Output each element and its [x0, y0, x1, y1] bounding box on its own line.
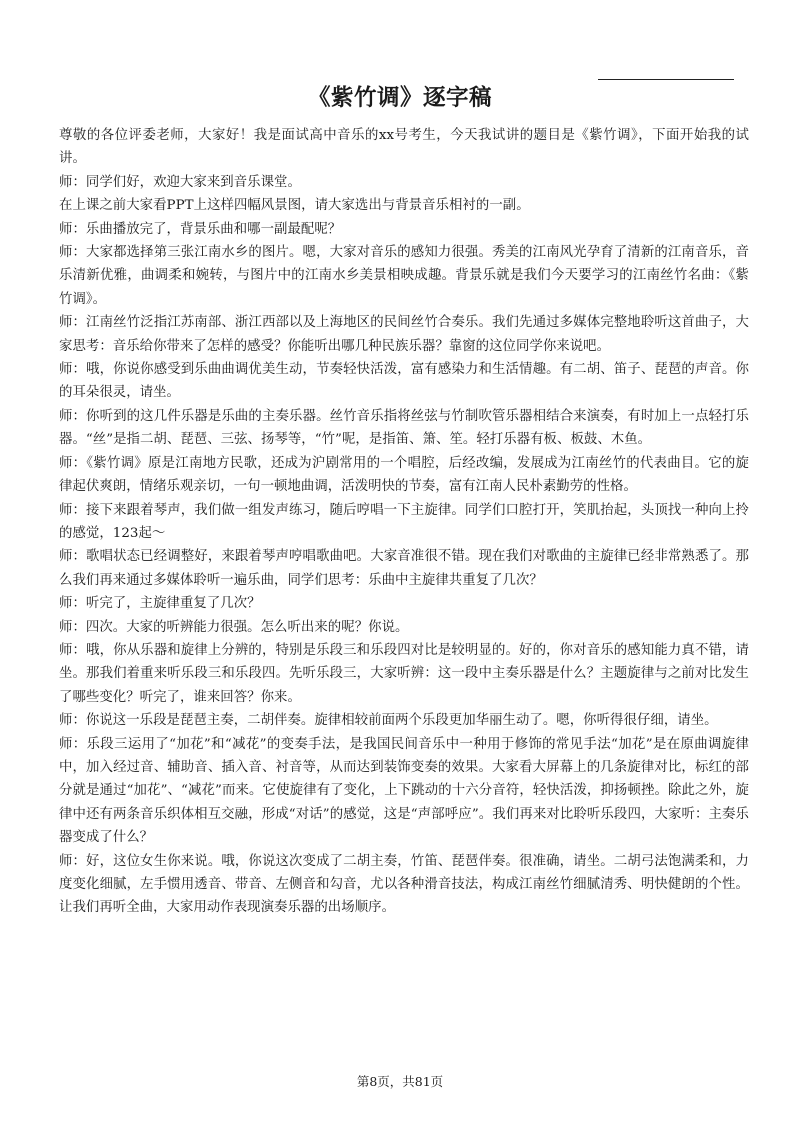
document-body	[59, 124, 749, 920]
paragraph: 师：你听到的这几件乐器是乐曲的主奏乐器。丝竹音乐指将丝弦与竹制吹管乐器相结合来演奏，有时加上一点轻打乐器。“丝”是指二胡、琵琶、三弦、扬琴等，“竹”呢，是指笛、箫、笙。轻打乐器有板、板鼓、木鱼。	[59, 408, 749, 448]
paragraph: 师：好，这位女生你来说。哦，你说这次变成了二胡主奏，竹笛、琵琶伴奏。很准确，请坐。二胡弓法饱满柔和，力度变化细腻，左手惯用透音、带音、左侧音和勾音，尤以各种滑音技法，构成江南丝竹细腻清秀、明快健朗的个性。让我们再听全曲，大家用动作表现演奏乐器的出场顺序。	[59, 853, 749, 916]
page-title: 《紫竹调》逐字稿	[307, 85, 492, 111]
paragraph: 在上课之前大家看PPT上这样四幅风景图，请大家选出与背景音乐相衬的一副。	[59, 198, 530, 214]
paragraph: 师：接下来跟着琴声，我们做一组发声练习，随后哼唱一下主旋律。同学们口腔打开，笑肌抬起，头顶找一种向上拎的感觉，123起～	[59, 502, 749, 541]
paragraph: 师：《紫竹调》原是江南地方民歌，还成为沪剧常用的一个唱腔，后经改编，发展成为江南丝竹的代表曲目。它的旋律起伏爽朗，情绪乐观亲切，一句一顿地曲调，活泼明快的节奏，富有江南人民朴素勤劳的性格。	[59, 455, 749, 495]
paragraph: 师：乐曲播放完了，背景乐曲和哪一副最配呢？	[59, 221, 342, 237]
paragraph: 师：听完了，主旋律重复了几次？	[59, 596, 261, 612]
paragraph: 师：四次。大家的听辨能力很强。怎么听出来的呢？你说。	[59, 619, 409, 635]
page-number: 第8页，共81页	[356, 1074, 444, 1089]
paragraph: 师：歌唱状态已经调整好，来跟着琴声哼唱歌曲吧。大家音准很不错。现在我们对歌曲的主旋律已经非常熟悉了。那么我们再来通过多媒体聆听一遍乐曲，同学们思考：乐曲中主旋律共重复了几次？	[59, 549, 749, 588]
paragraph: 师：你说这一乐段是琵琶主奏，二胡伴奏。旋律相较前面两个乐段更加华丽生动了。嗯，你听得很仔细，请坐。	[59, 713, 718, 729]
paragraph: 师：江南丝竹泛指江苏南部、浙江西部以及上海地区的民间丝竹合奏乐。我们先通过多媒体完整地聆听这首曲子，大家思考：音乐给你带来了怎样的感受？你能听出哪几种民族乐器？靠窗的这位同学你来说吧。	[59, 315, 749, 354]
paragraph: 师：哦，你说你感受到乐曲曲调优美生动，节奏轻快活泼，富有感染力和生活情趣。有二胡、笛子、琵琶的声音。你的耳朵很灵，请坐。	[59, 362, 749, 401]
paragraph: 师：乐段三运用了“加花”和“减花”的变奏手法，是我国民间音乐中一种用于修饰的常见手法“加花”是在原曲调旋律中，加入经过音、辅助音、插入音、衬音等，从而达到装饰变奏的效果。大家看大屏幕上的几条旋律对比，标红的部分就是通过“加花”、“减花”而来。它使旋律有了变化，上下跳动的十六分音符，轻快活泼，抑扬顿挫。除此之外，旋律中还有两条音乐织体相互交融，形成“对话”的感觉，这是“声部呼应”。我们再来对比聆听乐段四，大家听：主奏乐器变成了什么？	[59, 736, 749, 846]
paragraph: 师：大家都选择第三张江南水乡的图片。嗯，大家对音乐的感知力很强。秀美的江南风光孕育了清新的江南音乐，音乐清新优雅，曲调柔和婉转，与图片中的江南水乡美景相映成趣。背景乐就是我们今天要学习的江南丝竹名曲：《紫竹调》。	[59, 245, 749, 307]
paragraph-intro: 尊敬的各位评委老师，大家好！我是面试高中音乐的xx号考生，今天我试讲的题目是《紫竹调》，下面开始我的试讲。	[59, 128, 749, 167]
paragraph: 师：同学们好，欢迎大家来到音乐课堂。	[59, 174, 301, 190]
paragraph: 师：哦，你从乐器和旋律上分辨的，特别是乐段三和乐段四对比是较明显的。好的，你对音乐的感知能力真不错，请坐。那我们着重来听乐段三和乐段四。先听乐段三，大家听辨：这一段中主奏乐器是什么？主题旋律与之前对比发生了哪些变化？听完了，谁来回答？你来。	[59, 642, 749, 705]
